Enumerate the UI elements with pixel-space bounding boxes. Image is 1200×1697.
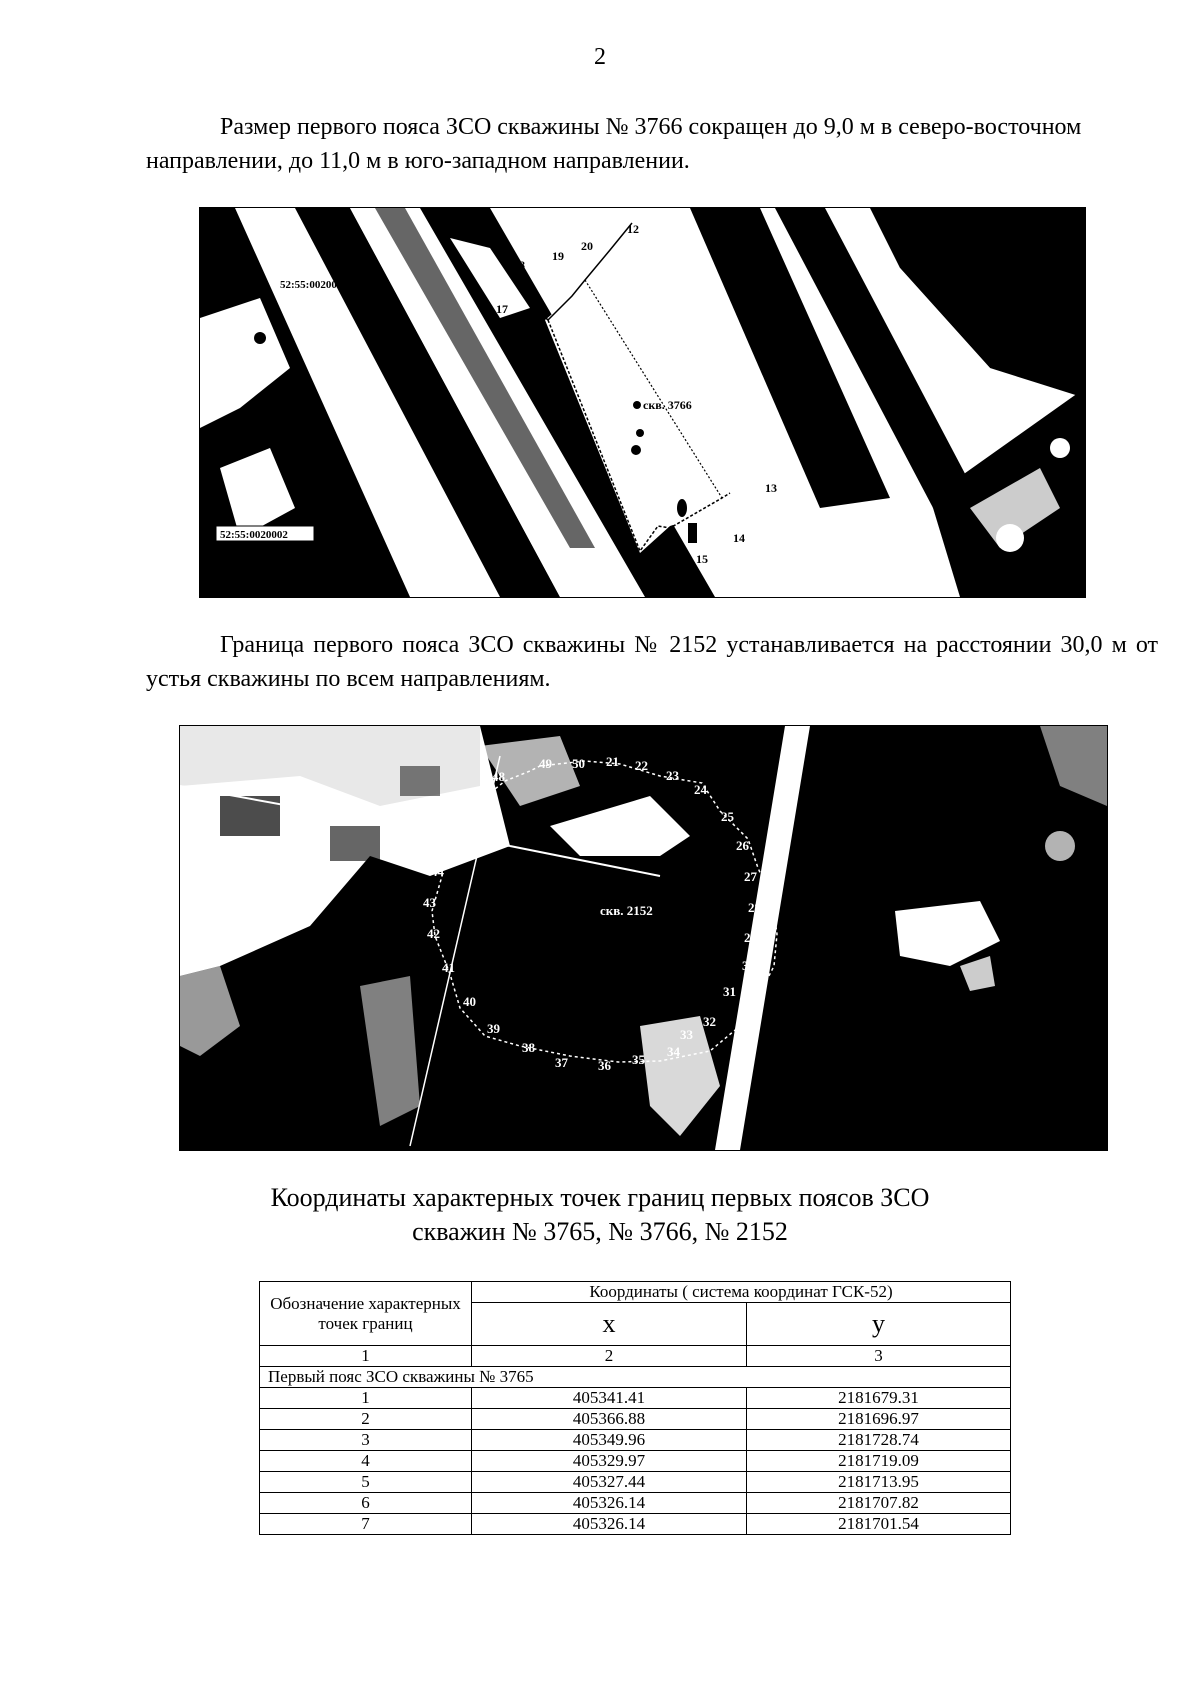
row-number: 7 [260,1514,472,1535]
section-title: Первый пояс ЗСО скважины № 3765 [260,1367,1011,1388]
map-2152-point-36: 36 [598,1058,611,1073]
map-2152-point-27: 27 [744,869,757,884]
row-y: 2181728.74 [747,1430,1011,1451]
map-2152-point-31: 31 [723,984,736,999]
map-2152-point-45: 45 [439,836,452,851]
row-y: 2181696.97 [747,1409,1011,1430]
map-3766-point-13: 13 [765,481,777,495]
map-3766-point-16: 16 [640,559,652,573]
map-3766-point-19: 19 [552,249,564,263]
map-2152-well-label: скв. 2152 [600,903,653,918]
row-x: 405341.41 [472,1388,747,1409]
map-2152-point-44: 44 [431,864,444,879]
map-3766-point-20: 20 [581,239,593,253]
row-x: 405366.88 [472,1409,747,1430]
row-number: 2 [260,1409,472,1430]
map-3766-point-14: 14 [733,531,745,545]
map-3766-well-label: скв. 3766 [643,398,692,412]
paragraph-2152: Граница первого пояса ЗСО скважины № 2152 устанавливается на расстоянии 30,0 м от устья скважины по всем направлениям. [146,632,1158,692]
map-3766-cadastral-top: 52:55:0020002:1 [280,279,357,291]
map-2152-point-43: 43 [423,895,436,910]
header-x: x [472,1303,747,1346]
table-caption-line-2: скважин № 3765, № 3766, № 2152 [412,1217,788,1246]
header-coords: Координаты ( система координат ГСК-52) [472,1282,1011,1303]
map-2152-point-24: 24 [694,782,707,797]
table-row [260,1493,1011,1514]
row-number: 1 [260,1388,472,1409]
row-x: 405349.96 [472,1430,747,1451]
row-x: 405326.14 [472,1514,747,1535]
row-x: 405329.97 [472,1451,747,1472]
table-caption [0,1181,1200,1249]
row-number: 3 [260,1430,472,1451]
map-2152-point-25: 25 [721,809,734,824]
map-3766-point-18: 18 [513,258,525,272]
map-2152-point-50: 50 [572,756,585,771]
map-2152-point-40: 40 [463,994,476,1009]
map-2152-point-41: 41 [442,960,455,975]
map-2152-point-47: 47 [471,791,484,806]
row-y: 2181707.82 [747,1493,1011,1514]
map-2152-point-29: 29 [744,930,757,945]
row-y: 2181679.31 [747,1388,1011,1409]
col-number-1: 1 [260,1346,472,1367]
map-well-2152 [179,725,1108,1151]
map-2152-point-46: 46 [450,808,463,823]
table-row [260,1472,1011,1493]
map-2152-point-28: 28 [748,900,761,915]
map-3766-cadastral-bottom: 52:55:0020002 [220,529,288,541]
table-row [260,1388,1011,1409]
map-2152-point-26: 26 [736,838,749,853]
map-2152-point-39: 39 [487,1021,500,1036]
map-2152-point-23: 23 [666,768,679,783]
map-2152-point-22: 22 [635,758,648,773]
map-2152-point-49: 49 [539,756,552,771]
row-number: 6 [260,1493,472,1514]
header-designation: Обозначение характерных точек границ [260,1282,472,1346]
col-number-3: 3 [747,1346,1011,1367]
row-x: 405326.14 [472,1493,747,1514]
table-row [260,1451,1011,1472]
map-2152-image [180,726,1107,1150]
map-3766-point-15: 15 [696,552,708,566]
map-2152-point-42: 42 [427,926,440,941]
map-2152-point-38: 38 [522,1040,535,1055]
map-2152-point-37: 37 [555,1055,568,1070]
map-2152-cadastral: 52:55:0070008:13 [180,908,270,922]
map-2152-point-32: 32 [703,1014,716,1029]
row-number: 4 [260,1451,472,1472]
row-y: 2181719.09 [747,1451,1011,1472]
map-2152-point-30: 30 [742,958,755,973]
header-y: y [747,1303,1011,1346]
row-y: 2181701.54 [747,1514,1011,1535]
coordinates-table [259,1281,1011,1535]
row-x: 405327.44 [472,1472,747,1493]
col-number-2: 2 [472,1346,747,1367]
paragraph-3766: Размер первого пояса ЗСО скважины № 3766 сокращен до 9,0 м в северо-восточном направлении, до 11,0 м в юго-западном направлении. [146,114,1082,174]
map-3766-point-17: 17 [496,302,508,316]
table-row [260,1409,1011,1430]
table-row [260,1430,1011,1451]
row-number: 5 [260,1472,472,1493]
table-caption-line-1: Координаты характерных точек границ первых поясов ЗСО [270,1183,930,1212]
page-number: 2 [594,44,606,70]
map-2152-point-34: 34 [667,1044,680,1059]
table-row [260,1514,1011,1535]
map-well-3766 [199,207,1086,598]
map-2152-point-48: 48 [492,769,505,784]
map-2152-point-33: 33 [680,1027,693,1042]
map-3766-point-12: 12 [627,222,639,236]
map-2152-point-35: 35 [632,1052,645,1067]
map-3766-image [200,208,1085,597]
map-2152-point-21: 21 [606,754,619,769]
row-y: 2181713.95 [747,1472,1011,1493]
